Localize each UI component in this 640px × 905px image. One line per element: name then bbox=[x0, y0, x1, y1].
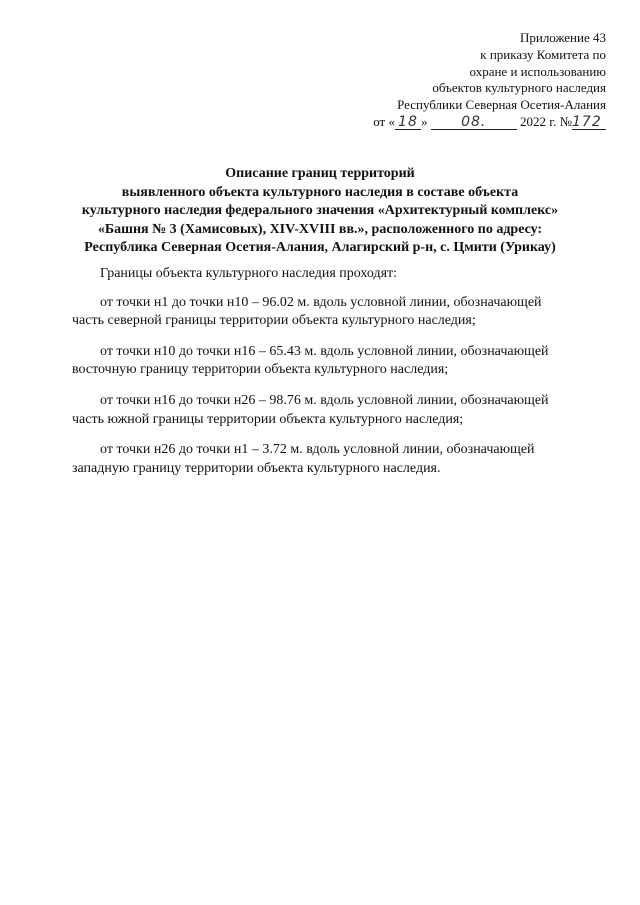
appendix-republic: Республики Северная Осетия-Алания bbox=[397, 97, 606, 113]
order-year: 2022 г. № bbox=[519, 113, 572, 129]
boundary-segment-west bbox=[72, 441, 602, 478]
segment-line-2: часть северной границы территории объекта культурного наследия; bbox=[72, 313, 476, 329]
title-line-5: Республика Северная Осетия-Алания, Алагирский р-н, с. Цмити (Урикау) bbox=[84, 240, 556, 256]
appendix-committee-line: охране и использованию bbox=[469, 63, 606, 79]
segment-line-1: от точки н10 до точки н16 – 65.43 м. вдоль условной линии, обозначающей bbox=[100, 343, 549, 359]
segment-line-2: западную границу территории объекта культурного наследия. bbox=[72, 460, 441, 476]
title-line-2: выявленного объекта культурного наследия в составе объекта bbox=[121, 184, 519, 200]
title-line-3: культурного наследия федерального значения «Архитектурный комплекс» bbox=[81, 203, 559, 219]
order-number-handwritten: 172 bbox=[572, 113, 602, 130]
segment-line-2: часть южной границы территории объекта культурного наследия; bbox=[72, 411, 464, 427]
appendix-block bbox=[266, 30, 606, 131]
order-prefix: от « bbox=[373, 113, 395, 129]
segment-line-1: от точки н1 до точки н10 – 96.02 м. вдоль условной линии, обозначающей bbox=[100, 294, 542, 310]
order-day-handwritten: 18 bbox=[398, 113, 418, 130]
boundary-intro: Границы объекта культурного наследия проходят: bbox=[100, 266, 398, 281]
appendix-order-ref: к приказу Комитета по bbox=[480, 46, 606, 62]
boundary-segment-north bbox=[72, 294, 602, 331]
segment-line-1: от точки н26 до точки н1 – 3.72 м. вдоль условной линии, обозначающей bbox=[100, 442, 535, 458]
order-month-handwritten: 08. bbox=[461, 113, 487, 130]
title-line-4: «Башня № 3 (Хамисовых), XIV-XVIII вв.», расположенного по адресу: bbox=[97, 221, 543, 237]
appendix-committee-line-2: объектов культурного наследия bbox=[432, 80, 606, 96]
segment-line-2: восточную границу территории объекта культурного наследия; bbox=[72, 362, 449, 378]
document-body bbox=[72, 265, 602, 490]
appendix-number: Приложение 43 bbox=[519, 30, 606, 45]
segment-line-1: от точки н16 до точки н26 – 98.76 м. вдоль условной линии, обозначающей bbox=[100, 392, 549, 408]
order-quote-close: » bbox=[420, 113, 428, 129]
document-title bbox=[30, 165, 610, 258]
boundary-segment-east bbox=[72, 343, 602, 380]
order-date-line bbox=[266, 114, 606, 131]
title-line-1: Описание границ территорий bbox=[225, 166, 415, 181]
boundary-segment-south bbox=[72, 392, 602, 429]
